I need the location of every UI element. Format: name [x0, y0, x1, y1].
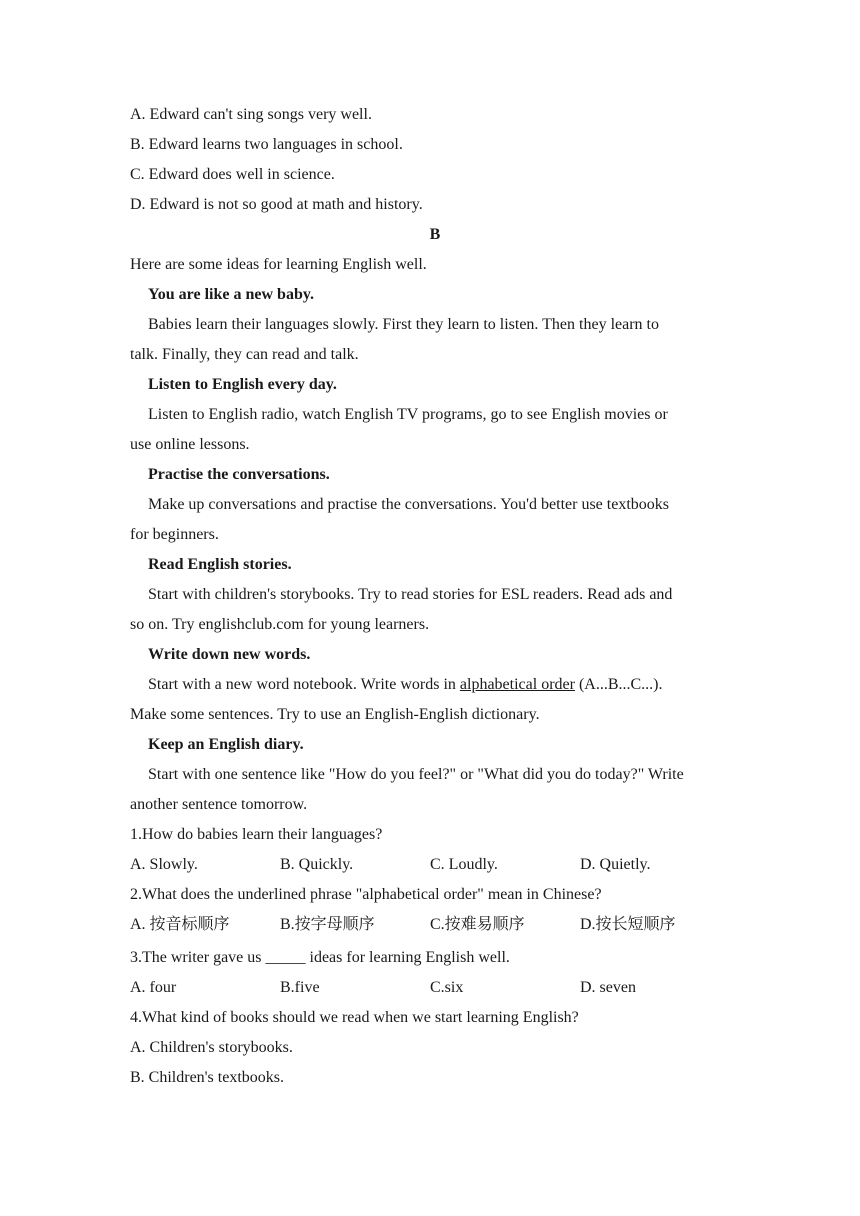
prev-option-b: B. Edward learns two languages in school.: [130, 136, 403, 153]
tip-text: Listen to English radio, watch English TV programs, go to see English movies or: [148, 406, 668, 423]
document-page: [130, 100, 740, 1093]
underlined-phrase: alphabetical order: [459, 676, 575, 693]
option: A. 按音标顺序: [130, 916, 230, 933]
tip-text-part: (A...B...C...).: [574, 676, 663, 693]
prev-option-a: A. Edward can't sing songs very well.: [130, 106, 372, 123]
tip-heading: Keep an English diary.: [148, 736, 304, 753]
question-stem: 1.How do babies learn their languages?: [130, 826, 383, 843]
option: A. Children's storybooks.: [130, 1039, 293, 1056]
option-row: [130, 973, 740, 1003]
option: D. Quietly.: [580, 856, 651, 873]
option: D.按长短顺序: [580, 916, 676, 933]
tip-text: for beginners.: [130, 526, 219, 543]
tip-text: Start with one sentence like "How do you feel?" or "What did you do today?" Write: [148, 766, 684, 783]
prev-option-c: C. Edward does well in science.: [130, 166, 335, 183]
tip-text-part: Start with a new word notebook. Write words in: [148, 676, 460, 693]
option: C. Loudly.: [430, 856, 498, 873]
option: C.six: [430, 979, 464, 996]
option: B.按字母顺序: [280, 916, 375, 933]
tip-heading: Read English stories.: [148, 556, 292, 573]
question-stem: 4.What kind of books should we read when we start learning English?: [130, 1009, 579, 1026]
tip-text: use online lessons.: [130, 436, 250, 453]
prev-option-d: D. Edward is not so good at math and history.: [130, 196, 423, 213]
tip-text: another sentence tomorrow.: [130, 796, 308, 813]
tip-text: Make up conversations and practise the conversations. You'd better use textbooks: [148, 496, 669, 513]
option: D. seven: [580, 979, 636, 996]
tip-text: Start with children's storybooks. Try to read stories for ESL readers. Read ads and: [148, 586, 673, 603]
tip-heading: Practise the conversations.: [148, 466, 330, 483]
option: A. four: [130, 979, 177, 996]
tip-text: so on. Try englishclub.com for young learners.: [130, 616, 430, 633]
option-row: [130, 910, 740, 940]
passage-intro: Here are some ideas for learning English well.: [130, 256, 427, 273]
option-row: [130, 850, 740, 880]
section-label: B: [429, 226, 441, 243]
tip-text: talk. Finally, they can read and talk.: [130, 346, 359, 363]
option: A. Slowly.: [130, 856, 198, 873]
question-stem: 3.The writer gave us _____ ideas for learning English well.: [130, 949, 510, 966]
tip-text: Make some sentences. Try to use an English-English dictionary.: [130, 706, 540, 723]
option: C.按难易顺序: [430, 916, 525, 933]
tip-text: [130, 670, 740, 700]
tip-text: Babies learn their languages slowly. First they learn to listen. Then they learn to: [148, 316, 659, 333]
question-stem: 2.What does the underlined phrase "alphabetical order" mean in Chinese?: [130, 886, 602, 903]
option: B. Quickly.: [280, 856, 354, 873]
option: B. Children's textbooks.: [130, 1069, 284, 1086]
tip-heading: You are like a new baby.: [148, 286, 314, 303]
tip-heading: Write down new words.: [148, 646, 311, 663]
tip-heading: Listen to English every day.: [148, 376, 337, 393]
option: B.five: [280, 979, 320, 996]
